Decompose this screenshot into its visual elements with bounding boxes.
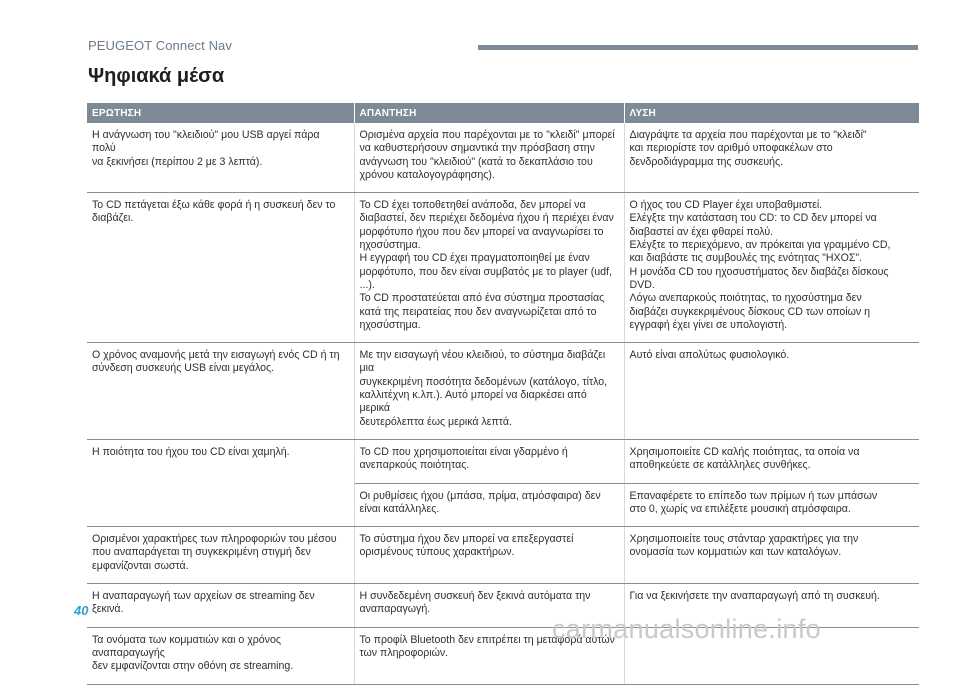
- troubleshooting-table: [87, 103, 919, 685]
- answer-cell: Το CD που χρησιμοποιείται είναι γδαρμένο ή ανεπαρκούς ποιότητας.: [354, 439, 624, 483]
- solution-cell: Για να ξεκινήσετε την αναπαραγωγή από τη συσκευή.: [624, 584, 919, 628]
- answer-cell: Με την εισαγωγή νέου κλειδιού, το σύστημα διαβάζει μια συγκεκριμένη ποσότητα δεδομένων (κατάλογο, τίτλο, καλλιτέχνη κ.λπ.). Αυτό μπορεί να διαρκέσει από μερικά δευτερόλεπτα έως μερικά λεπτά.: [354, 343, 624, 440]
- solution-cell: Επαναφέρετε το επίπεδο των πρίμων ή των μπάσων στο 0, χωρίς να επιλέξετε μουσική ατμόσφαιρα.: [624, 483, 919, 527]
- header-brand: PEUGEOT Connect Nav: [88, 38, 232, 53]
- solution-cell: Αυτό είναι απολύτως φυσιολογικό.: [624, 343, 919, 440]
- question-cell: Το CD πετάγεται έξω κάθε φορά ή η συσκευή δεν το διαβάζει.: [87, 193, 354, 343]
- table-header-row: [87, 103, 919, 123]
- table-row: [87, 123, 919, 193]
- question-cell: Ορισμένοι χαρακτήρες των πληροφοριών του μέσου που αναπαράγεται τη συγκεκριμένη στιγμή δεν εμφανίζονται σωστά.: [87, 527, 354, 584]
- answer-cell: Οι ρυθμίσεις ήχου (μπάσα, πρίμα, ατμόσφαιρα) δεν είναι κατάλληλες.: [354, 483, 624, 527]
- table-row: [87, 527, 919, 584]
- solution-cell: Ο ήχος του CD Player έχει υποβαθμιστεί. Ελέγξτε την κατάσταση του CD: το CD δεν μπορεί να διαβαστεί αν έχει φθαρεί πολύ. Ελέγξτε το περιεχόμενο, αν πρόκειται για γραμμένο CD, και διαβάστε τις συμβουλές της ενότητας "ΗΧΟΣ". Η μονάδα CD του ηχοσυστήματος δεν διαβάζει δίσκους DVD. Λόγω ανεπαρκούς ποιότητας, το ηχοσύστημα δεν διαβάζει συγκεκριμένους δίσκους CD των οποίων η εγγραφή έχει γίνει σε υπολογιστή.: [624, 193, 919, 343]
- watermark-text: carmanualsonline.info: [552, 614, 821, 644]
- answer-cell: Το σύστημα ήχου δεν μπορεί να επεξεργαστεί ορισμένους τύπους χαρακτήρων.: [354, 527, 624, 584]
- solution-cell: Διαγράψτε τα αρχεία που παρέχονται με το "κλειδί" και περιορίστε τον αριθμό υποφακέλων στο δενδροδιάγραμμα της συσκευής.: [624, 123, 919, 193]
- table-row: [87, 343, 919, 440]
- column-header-question: ΕΡΩΤΗΣΗ: [87, 103, 354, 123]
- table-row: [87, 193, 919, 343]
- header-divider-bar: [478, 45, 918, 50]
- solution-cell: Χρησιμοποιείτε τους στάνταρ χαρακτήρες για την ονομασία των κομματιών και των καταλόγων.: [624, 527, 919, 584]
- question-cell: Τα ονόματα των κομματιών και ο χρόνος αναπαραγωγής δεν εμφανίζονται στην οθόνη σε streaming.: [87, 627, 354, 684]
- answer-cell: Το CD έχει τοποθετηθεί ανάποδα, δεν μπορεί να διαβαστεί, δεν περιέχει δεδομένα ήχου ή περιέχει έναν μορφότυπο ήχου που δεν μπορεί να αναγνωρίσει το ηχοσύστημα. Η εγγραφή του CD έχει πραγματοποιηθεί με έναν μορφότυπο, που δεν είναι συμβατός με το player (udf, ...). Το CD προστατεύεται από ένα σύστημα προστασίας κατά της πειρατείας που δεν αναγνωρίζεται από το ηχοσύστημα.: [354, 193, 624, 343]
- page-title: Ψηφιακά μέσα: [88, 65, 225, 87]
- page-number: 40: [74, 603, 89, 618]
- question-cell: Ο χρόνος αναμονής μετά την εισαγωγή ενός CD ή τη σύνδεση συσκευής USB είναι μεγάλος.: [87, 343, 354, 440]
- column-header-solution: ΛΥΣΗ: [624, 103, 919, 123]
- answer-cell: Ορισμένα αρχεία που παρέχονται με το "κλειδί" μπορεί να καθυστερήσουν σημαντικά την πρόσβαση στην ανάγνωση του "κλειδιού" (κατά το δεκαπλάσιο του χρόνου καταλογογράφησης).: [354, 123, 624, 193]
- solution-cell: Χρησιμοποιείτε CD καλής ποιότητας, τα οποία να αποθηκεύετε σε κατάλληλες συνθήκες.: [624, 439, 919, 483]
- column-header-answer: ΑΠΑΝΤΗΣΗ: [354, 103, 624, 123]
- table-row: [87, 439, 919, 483]
- question-cell: Η ποιότητα του ήχου του CD είναι χαμηλή.: [87, 439, 354, 526]
- answer-cell: Το προφίλ Bluetooth δεν επιτρέπει τη μεταφορά αυτών των πληροφοριών.: [354, 627, 624, 684]
- question-cell: Η ανάγνωση του "κλειδιού" μου USB αργεί πάρα πολύ να ξεκινήσει (περίπου 2 με 3 λεπτά).: [87, 123, 354, 193]
- answer-cell: Η συνδεδεμένη συσκευή δεν ξεκινά αυτόματα την αναπαραγωγή.: [354, 584, 624, 628]
- question-cell: Η αναπαραγωγή των αρχείων σε streaming δεν ξεκινά.: [87, 584, 354, 628]
